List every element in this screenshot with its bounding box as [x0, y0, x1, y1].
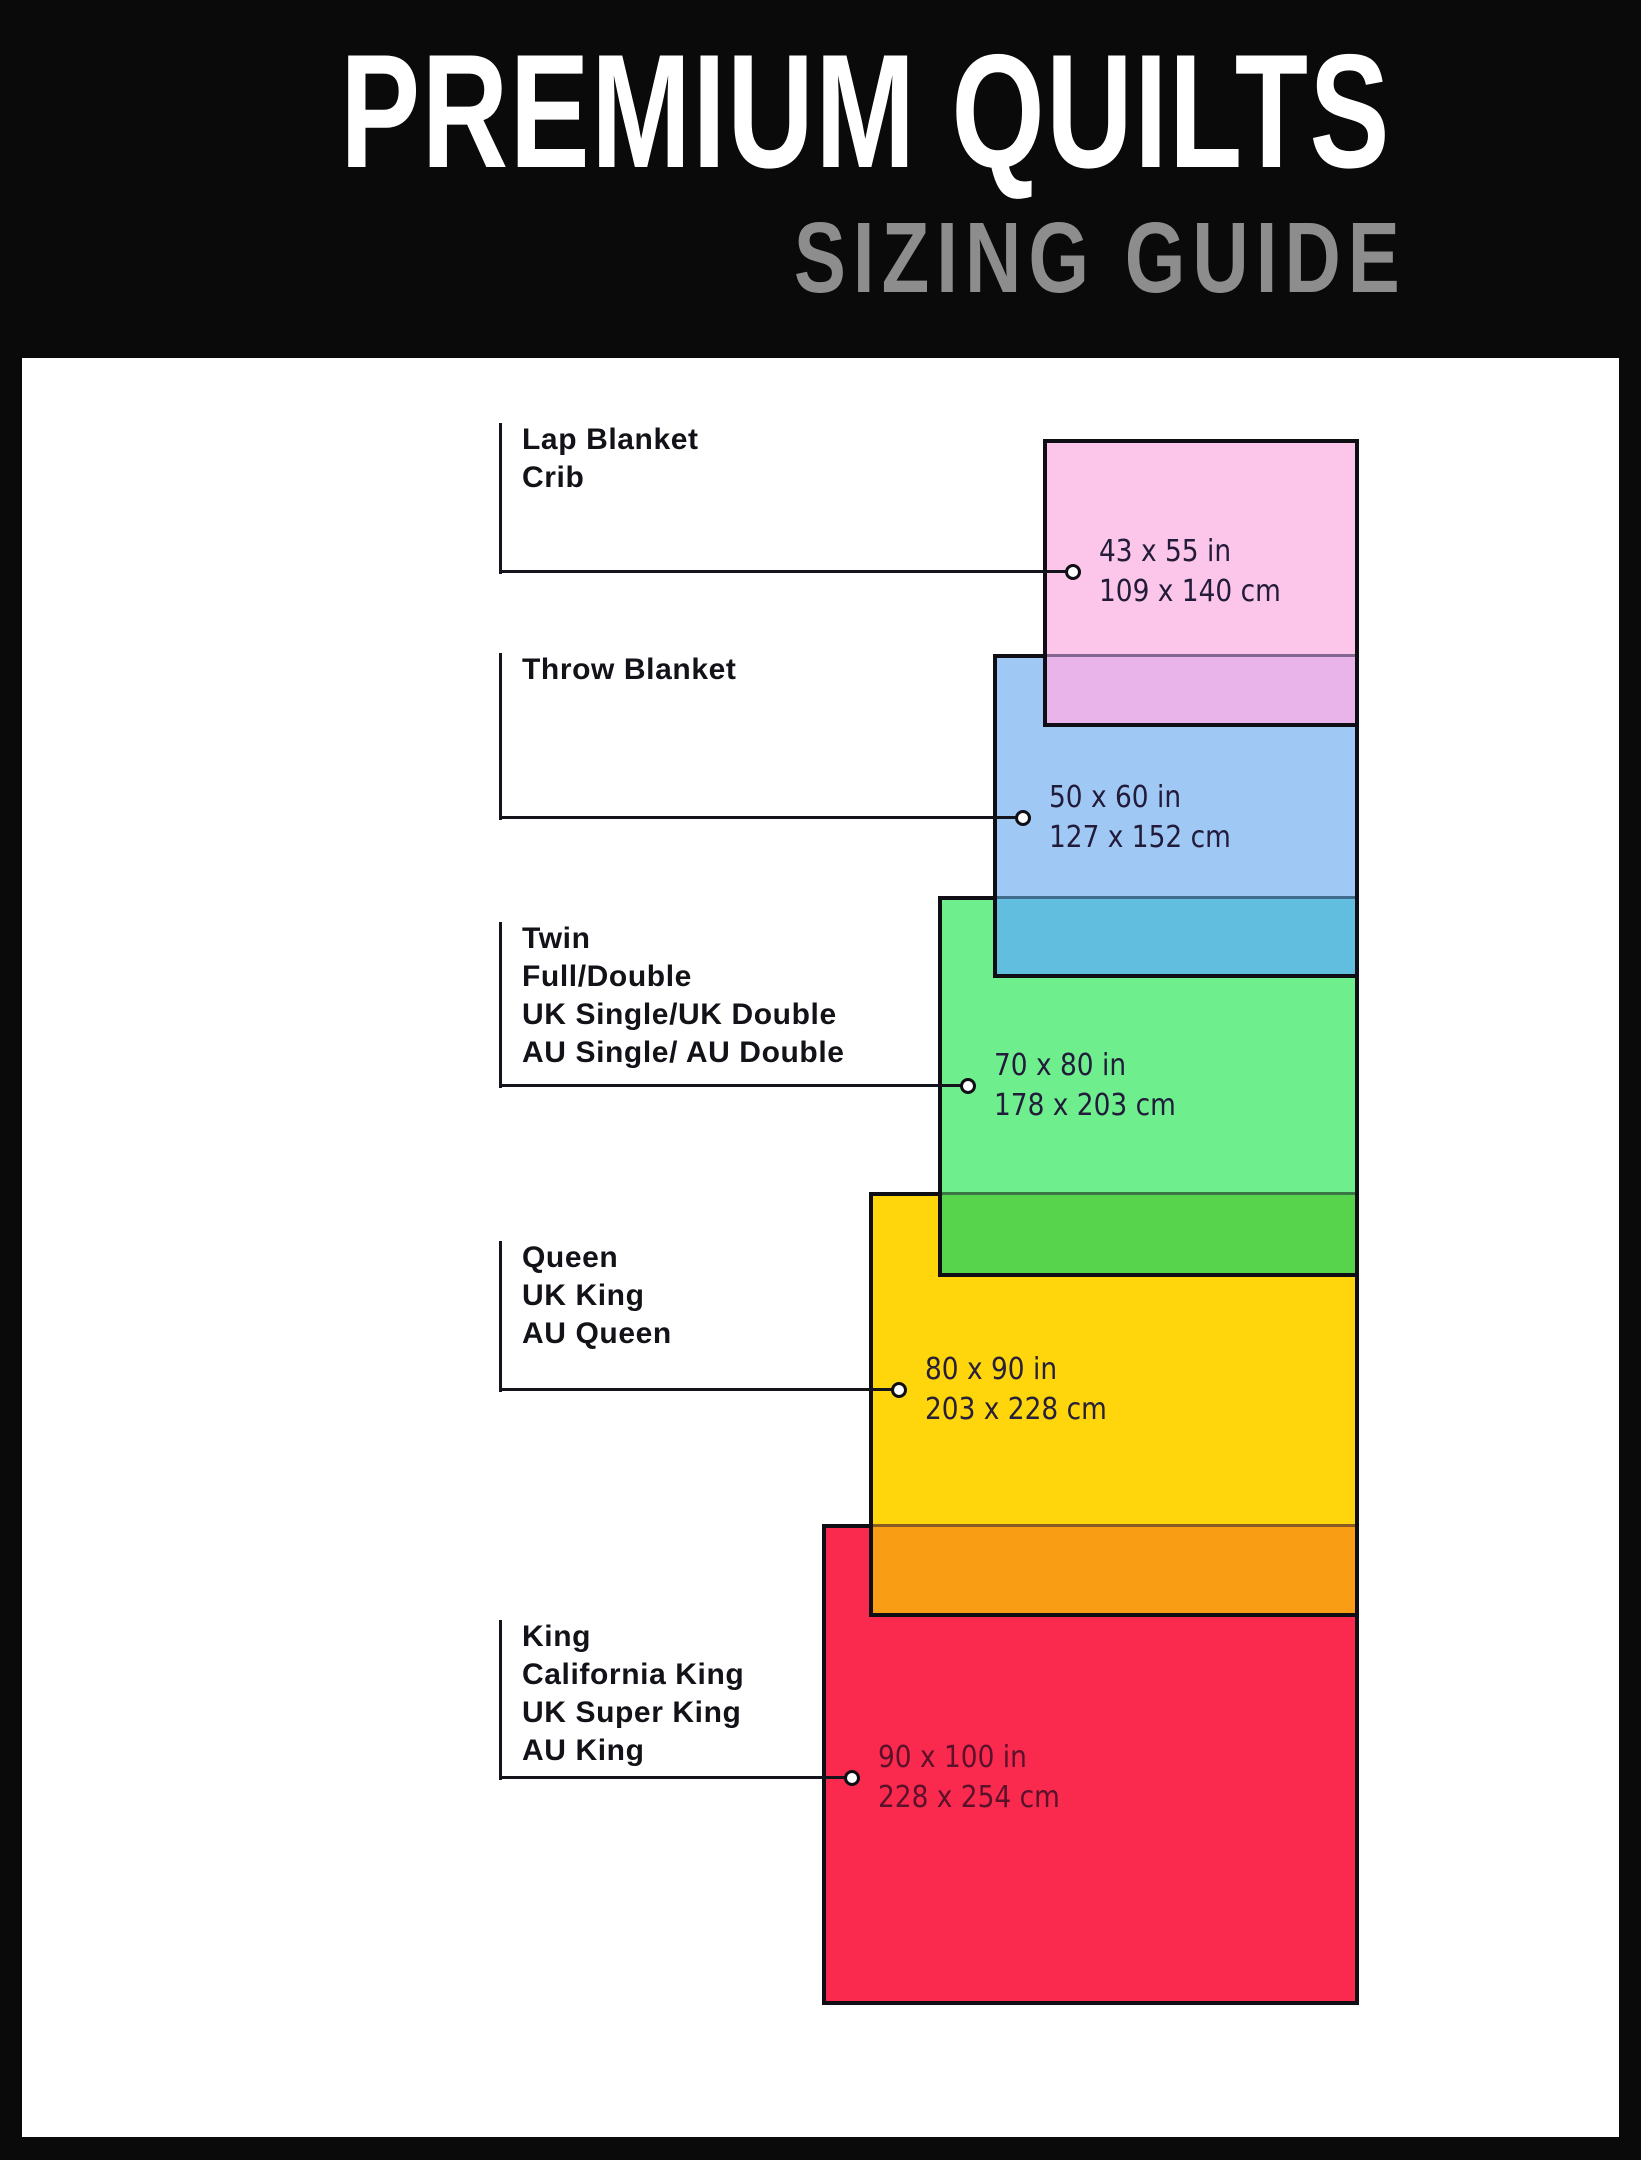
size-label-line: Lap Blanket: [522, 423, 699, 456]
leader-line-throw-blanket: [499, 816, 1023, 819]
overlap-band-twin-full-double: [942, 1192, 1355, 1273]
size-label-lap-blanket-crib: [522, 421, 699, 497]
size-label-twin-full-double: [522, 920, 845, 1072]
size-label-line: Queen: [522, 1241, 619, 1274]
size-label-line: Twin: [522, 922, 591, 955]
label-bracket-vertical-queen-uk-king: [499, 1241, 502, 1392]
leader-ring-icon-lap-blanket-crib: [1065, 564, 1081, 580]
size-label-line: UK King: [522, 1279, 645, 1312]
size-label-line: AU Single/ AU Double: [522, 1036, 845, 1069]
overlap-band-throw-blanket: [997, 896, 1355, 974]
size-label-queen-uk-king: [522, 1239, 672, 1353]
content-panel: [22, 358, 1619, 2137]
overlap-band-lap-blanket-crib: [1047, 654, 1355, 723]
dimensions-inches: 43 x 55 in: [1099, 534, 1232, 569]
size-label-king-california-king: [522, 1618, 744, 1770]
label-bracket-vertical-lap-blanket-crib: [499, 423, 502, 574]
leader-ring-icon-throw-blanket: [1015, 810, 1031, 826]
size-label-line: Throw Blanket: [522, 653, 737, 686]
dimensions-inches: 90 x 100 in: [878, 1740, 1027, 1775]
size-label-line: Crib: [522, 461, 585, 494]
label-bracket-vertical-twin-full-double: [499, 922, 502, 1088]
size-label-line: AU King: [522, 1734, 645, 1767]
label-bracket-vertical-king-california-king: [499, 1620, 502, 1780]
dimensions-cm: 127 x 152 cm: [1049, 820, 1231, 855]
size-dimensions-lap-blanket-crib: [1099, 532, 1281, 612]
size-label-line: Full/Double: [522, 960, 692, 993]
leader-line-queen-uk-king: [499, 1388, 899, 1391]
dimensions-cm: 203 x 228 cm: [925, 1392, 1107, 1427]
leader-line-twin-full-double: [499, 1084, 968, 1087]
dimensions-cm: 178 x 203 cm: [994, 1088, 1176, 1123]
dimensions-cm: 228 x 254 cm: [878, 1780, 1060, 1815]
dimensions-cm: 109 x 140 cm: [1099, 574, 1281, 609]
page-subtitle: SIZING GUIDE: [794, 202, 1407, 314]
leader-line-king-california-king: [499, 1776, 852, 1779]
dimensions-inches: 70 x 80 in: [994, 1048, 1127, 1083]
size-dimensions-king-california-king: [878, 1738, 1060, 1818]
leader-ring-icon-twin-full-double: [960, 1078, 976, 1094]
size-dimensions-queen-uk-king: [925, 1350, 1107, 1430]
leader-ring-icon-queen-uk-king: [891, 1382, 907, 1398]
overlap-band-queen-uk-king: [873, 1524, 1355, 1613]
leader-line-lap-blanket-crib: [499, 570, 1073, 573]
label-bracket-vertical-throw-blanket: [499, 653, 502, 820]
size-label-throw-blanket: [522, 651, 737, 689]
dimensions-inches: 50 x 60 in: [1049, 780, 1182, 815]
size-label-line: AU Queen: [522, 1317, 672, 1350]
size-dimensions-throw-blanket: [1049, 778, 1231, 858]
dimensions-inches: 80 x 90 in: [925, 1352, 1058, 1387]
size-label-line: UK Super King: [522, 1696, 742, 1729]
size-label-line: UK Single/UK Double: [522, 998, 837, 1031]
size-label-line: King: [522, 1620, 592, 1653]
size-label-line: California King: [522, 1658, 745, 1691]
page-title: PREMIUM QUILTS: [340, 21, 1391, 202]
size-dimensions-twin-full-double: [994, 1046, 1176, 1126]
leader-ring-icon-king-california-king: [844, 1770, 860, 1786]
